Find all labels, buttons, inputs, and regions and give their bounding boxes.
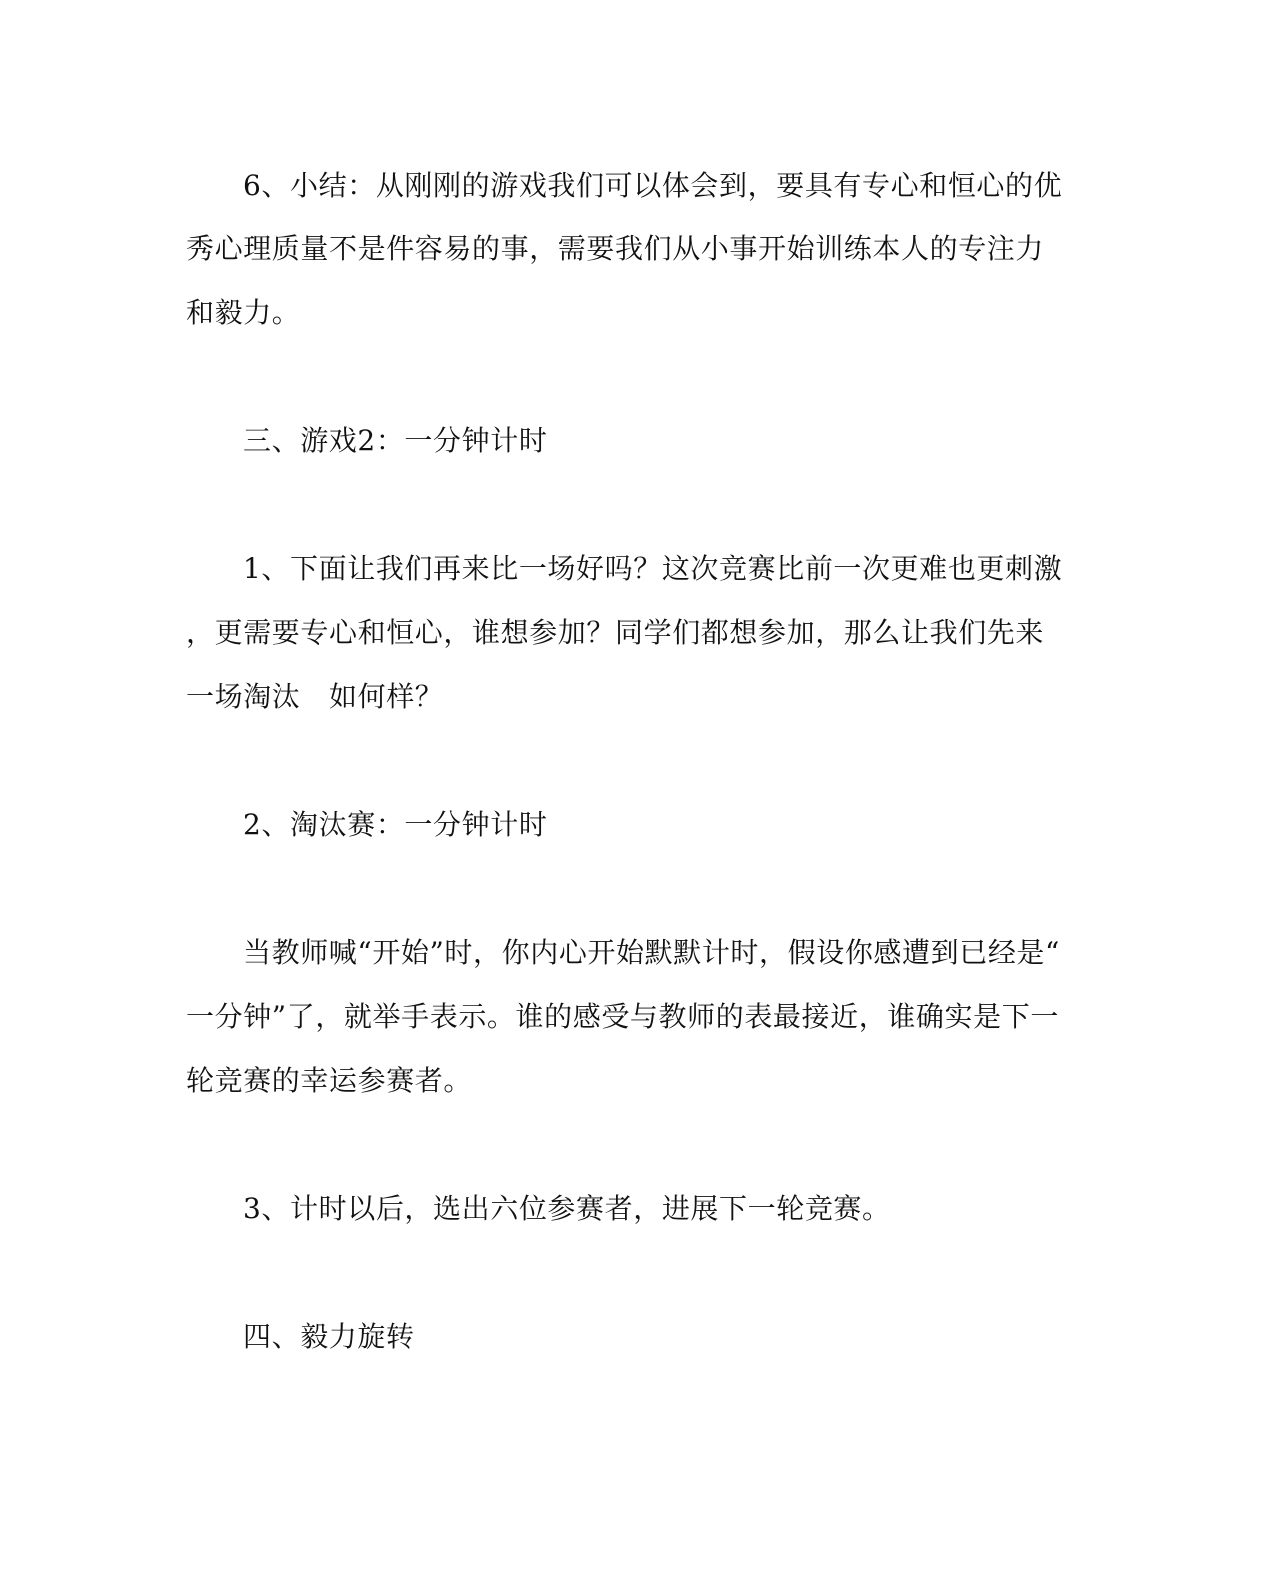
paragraph-summary-line-2: 秀心理质量不是件容易的事，需要我们从小事开始训练本人的专注力	[186, 232, 1045, 265]
paragraph-rules-line-1: 当教师喊“开始”时，你内心开始默默计时，假设你感遭到已经是“	[243, 936, 1060, 969]
paragraph-rules-line-3: 轮竞赛的幸运参赛者。	[186, 1064, 473, 1097]
paragraph-item-1-line-3: 一场淘汰 如何样？	[186, 680, 444, 713]
section-heading-perseverance-spin: 四、毅力旋转	[243, 1320, 415, 1353]
paragraph-item-2: 2、淘汰赛：一分钟计时	[243, 808, 548, 841]
section-heading-game-2: 三、游戏2：一分钟计时	[243, 424, 548, 457]
paragraph-item-1-line-1: 1、下面让我们再来比一场好吗？这次竞赛比前一次更难也更刺激	[243, 552, 1063, 585]
paragraph-summary-line-1: 6、小结：从刚刚的游戏我们可以体会到，要具有专心和恒心的优	[243, 169, 1063, 202]
paragraph-summary-line-3: 和毅力。	[186, 296, 301, 329]
paragraph-rules-line-2: 一分钟”了，就举手表示。谁的感受与教师的表最接近，谁确实是下一	[186, 1000, 1059, 1033]
paragraph-item-1-line-2: ，更需要专心和恒心，谁想参加？同学们都想参加，那么让我们先来	[186, 616, 1045, 649]
paragraph-item-3: 3、计时以后，选出六位参赛者，进展下一轮竞赛。	[243, 1192, 891, 1225]
